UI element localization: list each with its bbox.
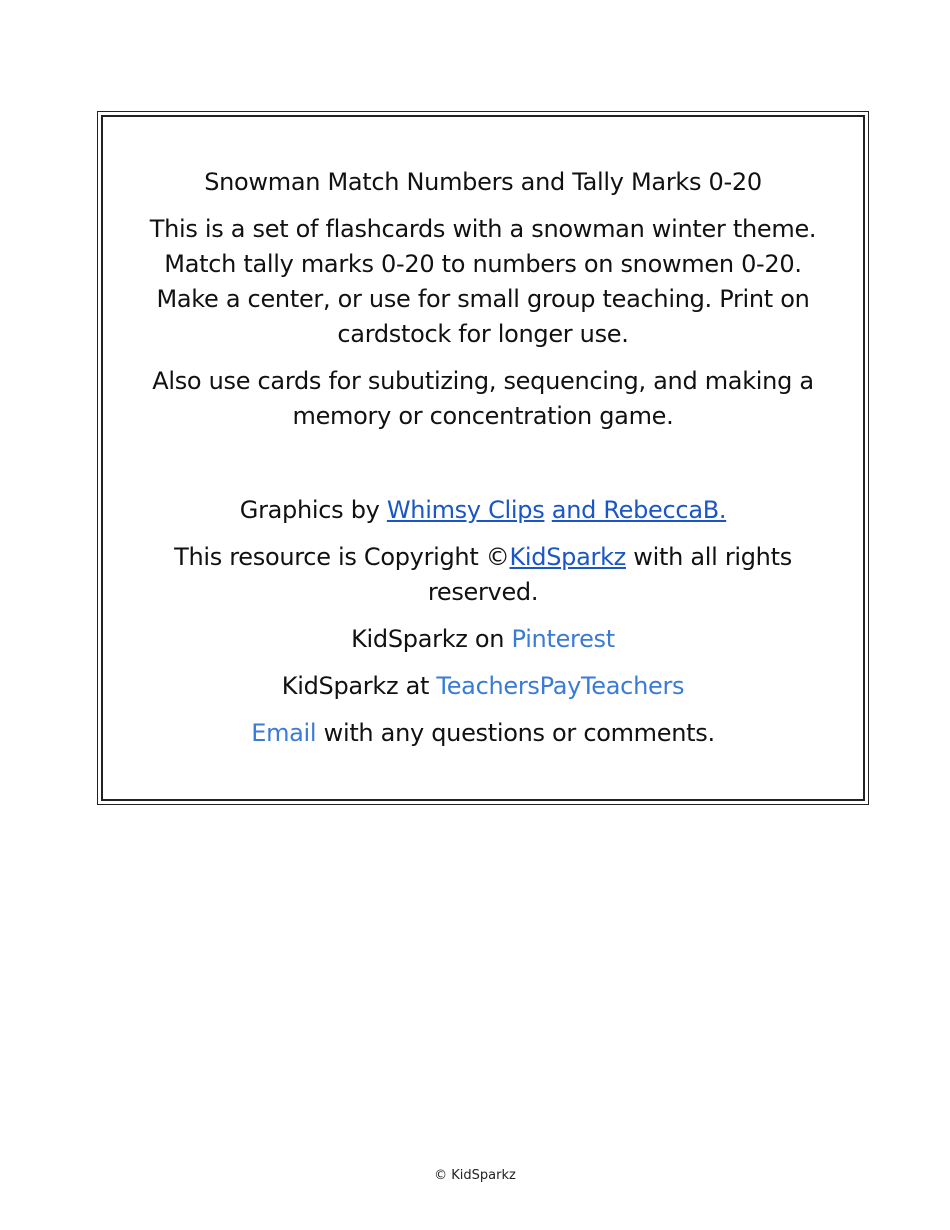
copyright-prefix: This resource is Copyright ©	[174, 543, 510, 571]
kidsparkz-link[interactable]: KidSparkz	[509, 543, 626, 571]
pinterest-link[interactable]: Pinterest	[511, 625, 615, 653]
pinterest-line	[123, 622, 843, 657]
tpt-prefix: KidSparkz at	[281, 672, 437, 700]
graphics-credit-prefix: Graphics by	[239, 496, 387, 524]
email-line	[123, 716, 843, 751]
copyright-line	[123, 540, 843, 610]
content-frame-inner-border	[101, 115, 865, 801]
content-frame	[97, 111, 869, 805]
page-title: Snowman Match Numbers and Tally Marks 0-20	[204, 168, 762, 196]
pinterest-prefix: KidSparkz on	[351, 625, 512, 653]
email-link[interactable]: Email	[251, 719, 317, 747]
spacer	[123, 446, 843, 493]
copyright-suffix: with all rights reserved.	[427, 543, 792, 606]
tpt-line	[123, 669, 843, 704]
page-footer-copyright: © KidSparkz	[434, 1168, 516, 1183]
content-body	[123, 165, 843, 763]
whimsy-clips-link[interactable]: Whimsy Clips	[386, 496, 545, 524]
teacherspayteachers-link[interactable]: TeachersPayTeachers	[436, 672, 685, 700]
graphics-credit-line	[123, 493, 843, 528]
also-use-paragraph: Also use cards for subutizing, sequencing, and making a memory or concentration game.	[152, 367, 814, 430]
rebeccab-link[interactable]: and RebeccaB.	[551, 496, 727, 524]
description-paragraph: This is a set of flashcards with a snowman winter theme. Match tally marks 0-20 to numbers on snowmen 0-20. Make a center, or use for small group teaching. Print on cardstock for longer use.	[149, 215, 817, 348]
email-suffix: with any questions or comments.	[316, 719, 715, 747]
